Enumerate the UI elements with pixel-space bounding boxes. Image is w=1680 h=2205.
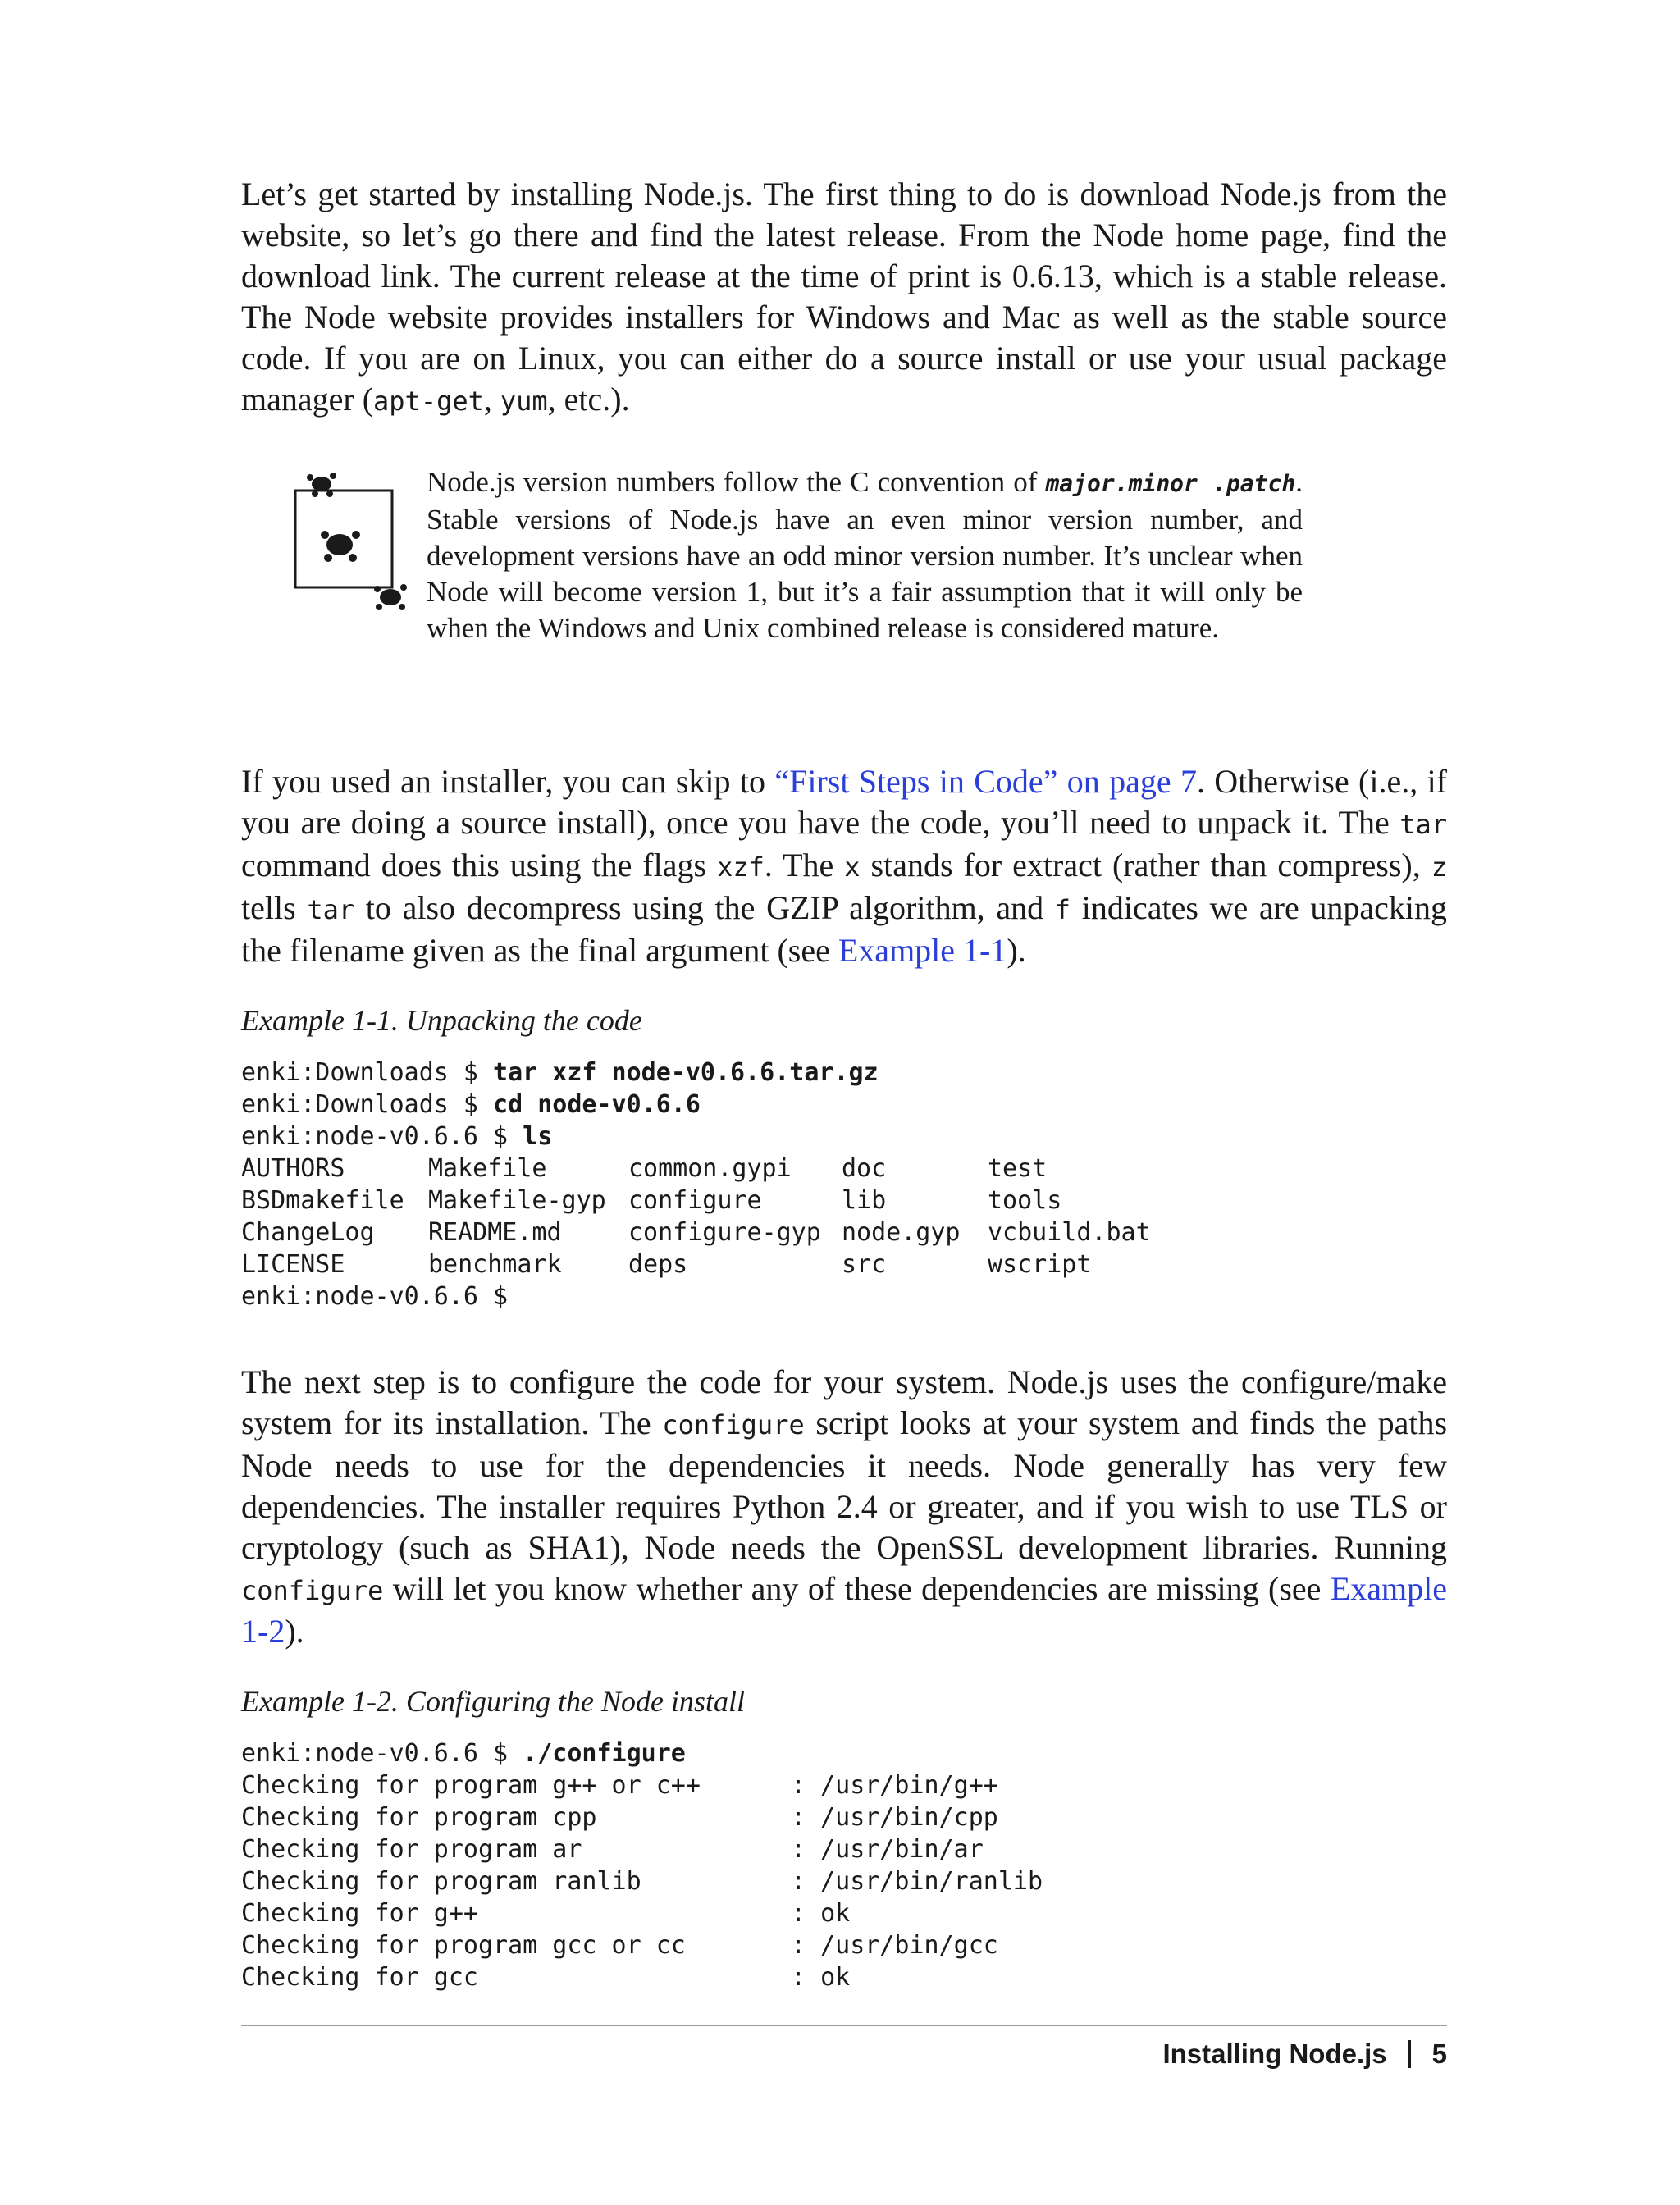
listing-cell: benchmark <box>428 1250 562 1279</box>
configure-paragraph <box>241 1362 1456 1652</box>
check-label: Checking for program gcc or cc <box>241 1931 686 1960</box>
inline-code: f <box>1054 894 1071 925</box>
inline-code: z <box>1431 851 1448 883</box>
listing-cell: BSDmakefile <box>241 1186 404 1215</box>
text-run: ). <box>1007 932 1026 969</box>
footer-separator <box>1408 2040 1411 2068</box>
listing-cell: ChangeLog <box>241 1218 375 1247</box>
listing-cell: deps <box>628 1250 688 1279</box>
inline-code: major.minor .patch <box>1045 470 1296 497</box>
check-label: Checking for program ar <box>241 1835 582 1864</box>
check-label: Checking for g++ <box>241 1899 478 1928</box>
check-label: Checking for program ranlib <box>241 1867 641 1896</box>
text-run: . Stable versions of Node.js have an even minor version number, and development versions have an odd minor version number. It’s unclear when Node will become version 1, but it’s a fair assumption that it will only be when the Windows and Unix combined release is considered mature. <box>427 466 1303 644</box>
prompt: enki:node-v0.6.6 $ <box>241 1122 523 1151</box>
text-run: . Otherwise (i.e., if you are doing a source install), once you have the code, you’ll need to unpack it. The <box>241 763 1456 841</box>
text-run: . The <box>764 847 845 883</box>
inline-code: tar <box>1399 809 1447 840</box>
prompt: enki:Downloads $ <box>241 1090 494 1119</box>
command: ./configure <box>523 1739 686 1768</box>
text-run: Node.js version numbers follow the C convention of <box>427 466 1046 498</box>
footer-section-title: Installing Node.js <box>1162 2038 1387 2069</box>
listing-cell: doc <box>842 1154 887 1183</box>
cross-reference-link[interactable]: “First Steps in Code” on page 7 <box>774 763 1197 800</box>
listing-cell: lib <box>842 1186 887 1215</box>
listing-cell: LICENSE <box>241 1250 345 1279</box>
text-run: will let you know whether any of these dependencies are missing (see <box>383 1570 1331 1607</box>
text-run: The next step is to configure the code for your system. Node.js uses the configure/make system for its installation. The <box>241 1363 1455 1441</box>
code-line <box>241 1249 1447 1281</box>
example-title: Example 1-1. Unpacking the code <box>241 1004 642 1037</box>
code-line <box>241 1801 1447 1833</box>
listing-cell: configure <box>628 1186 762 1215</box>
inline-code: configure <box>662 1409 805 1440</box>
listing-cell: node.gyp <box>842 1218 961 1247</box>
listing-cell: AUTHORS <box>241 1154 345 1183</box>
text-run: command does this using the flags <box>241 804 1455 883</box>
code-line <box>241 1865 1447 1897</box>
cross-reference-link[interactable]: Example 1-2 <box>241 1570 1455 1650</box>
text-run: , etc.). <box>547 381 630 418</box>
listing-cell: wscript <box>988 1250 1092 1279</box>
text-run: , <box>483 381 500 418</box>
listing-cell: vcbuild.bat <box>988 1218 1151 1247</box>
listing-cell: common.gypi <box>628 1154 792 1183</box>
inline-code: apt-get <box>373 386 484 417</box>
tip-note <box>241 464 1447 710</box>
listing-cell: tools <box>988 1186 1062 1215</box>
check-label: Checking for program g++ or c++ <box>241 1771 701 1800</box>
prompt: enki:Downloads $ <box>241 1058 494 1087</box>
check-result: : /usr/bin/g++ <box>791 1771 998 1800</box>
page-content <box>241 174 1456 1993</box>
code-line <box>241 1185 1447 1217</box>
check-label: Checking for program cpp <box>241 1803 597 1832</box>
check-result: : /usr/bin/ranlib <box>791 1867 1043 1896</box>
listing-cell: test <box>988 1154 1048 1183</box>
inline-code: configure <box>241 1575 384 1606</box>
code-line <box>241 1961 1447 1993</box>
check-result: : /usr/bin/ar <box>791 1835 984 1864</box>
text-run: script looks at your system and finds the paths Node needs to use for the dependencies it needs. Node generally has very few dependencies. The installer requires Python 2.4 or greater, and if you wish to use TLS or cryptology (such as SHA1), Node needs the OpenSSL development libraries. Running <box>241 1404 1456 1566</box>
note-text <box>427 464 1303 646</box>
page-number: 5 <box>1431 2038 1447 2069</box>
code-line <box>241 1281 1447 1312</box>
listing-cell: Makefile <box>428 1154 547 1183</box>
text-run: If you used an installer, you can skip to <box>241 763 775 800</box>
intro-paragraph <box>241 174 1455 422</box>
check-result: : ok <box>791 1963 851 1992</box>
listing-cell: Makefile-gyp <box>428 1186 606 1215</box>
code-line <box>241 1057 1447 1089</box>
code-line <box>241 1153 1447 1185</box>
cross-reference-link[interactable]: Example 1-1 <box>838 932 1007 969</box>
check-result: : /usr/bin/gcc <box>791 1931 998 1960</box>
code-line <box>241 1217 1447 1249</box>
example-title: Example 1-2. Configuring the Node install <box>241 1685 745 1718</box>
check-label: Checking for gcc <box>241 1963 478 1992</box>
command: ls <box>523 1122 553 1151</box>
text-run: indicates we are unpacking the filename given as the final argument (see <box>241 889 1456 969</box>
code-line <box>241 1929 1447 1961</box>
check-result: : ok <box>791 1899 851 1928</box>
text-run: Let’s get started by installing Node.js. The first thing to do is download Node.js from the website, so let’s go there and find the latest release. From the Node home page, find the download link. The current release at the time of print is 0.6.13, which is a stable release. The Node website provides installers for Windows and Mac as well as the stable source code. If you are on Linux, you can either do a source install or use your usual package manager ( <box>241 176 1455 418</box>
code-block <box>241 1057 1447 1312</box>
inline-code: x <box>844 851 861 883</box>
code-line <box>241 1769 1447 1801</box>
code-line <box>241 1089 1447 1121</box>
check-result: : /usr/bin/cpp <box>791 1803 998 1832</box>
inline-code: yum <box>500 386 548 417</box>
text-run: ). <box>285 1613 304 1650</box>
code-line <box>241 1897 1447 1929</box>
inline-code: xzf <box>717 851 765 883</box>
listing-cell: README.md <box>428 1218 562 1247</box>
code-line <box>241 1833 1447 1865</box>
page-footer <box>241 2036 1447 2072</box>
code-line <box>241 1737 1447 1769</box>
listing-cell: configure-gyp <box>628 1218 821 1247</box>
text-run: tells <box>241 847 1456 926</box>
command: tar xzf node-v0.6.6.tar.gz <box>493 1058 879 1087</box>
text-run: stands for extract (rather than compress), <box>860 847 1431 883</box>
code-block <box>241 1737 1447 1993</box>
code-line <box>241 1121 1447 1153</box>
prompt: enki:node-v0.6.6 $ <box>241 1739 523 1768</box>
tip-icon <box>285 459 417 615</box>
prompt: enki:node-v0.6.6 $ <box>241 1282 509 1311</box>
unpack-paragraph <box>241 761 1456 971</box>
listing-cell: src <box>842 1250 887 1279</box>
command: cd node-v0.6.6 <box>493 1090 701 1119</box>
inline-code: tar <box>307 894 355 925</box>
text-run: to also decompress using the GZIP algorithm, and <box>354 889 1055 926</box>
footer-divider <box>241 2025 1447 2026</box>
